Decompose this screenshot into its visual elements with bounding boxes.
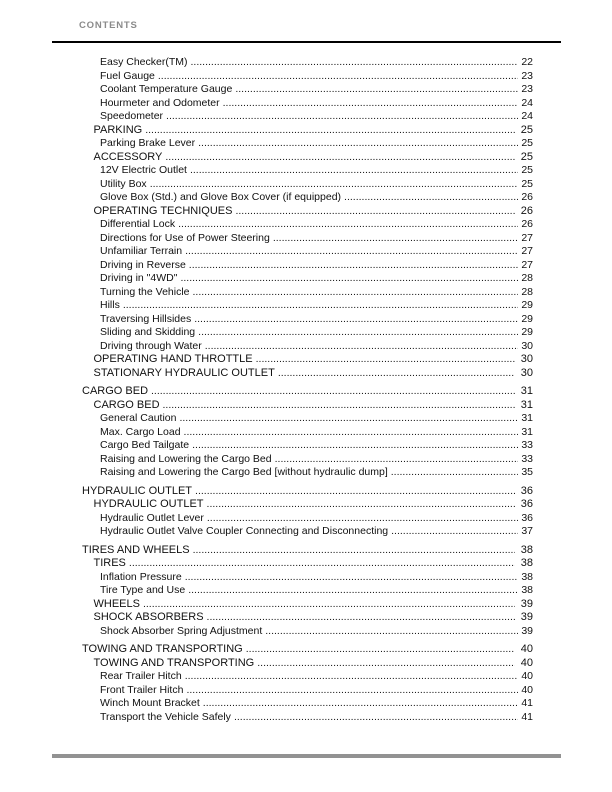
toc-entry[interactable] (82, 286, 533, 300)
toc-entry-page: 29 (521, 312, 533, 325)
toc-entry[interactable] (82, 525, 533, 539)
toc-leader-dots (185, 571, 518, 585)
toc-entry-page: 33 (521, 452, 533, 465)
toc-entry-page: 26 (520, 204, 533, 217)
toc-entry-title: SHOCK ABSORBERS (93, 611, 204, 623)
toc-entry-page: 28 (521, 285, 533, 298)
toc-leader-dots (191, 56, 518, 70)
toc-entry[interactable] (82, 178, 533, 192)
toc-entry-page: 25 (521, 177, 533, 190)
toc-leader-dots (193, 286, 518, 300)
toc-entry-title: Transport the Vehicle Safely (100, 710, 231, 723)
toc-entry-page: 38 (520, 543, 533, 556)
toc-entry[interactable] (82, 598, 533, 612)
toc-entry[interactable] (82, 466, 533, 480)
toc-entry-page: 24 (521, 110, 533, 122)
toc-leader-dots (265, 625, 518, 639)
toc-entry-page: 41 (521, 710, 533, 723)
toc-leader-dots (165, 151, 515, 165)
toc-entry-title: Max. Cargo Load (100, 425, 181, 438)
toc-leader-dots (163, 399, 515, 413)
toc-leader-dots (151, 385, 515, 399)
toc-entry-page: 40 (520, 656, 533, 669)
toc-entry-title: TOWING AND TRANSPORTING (82, 643, 243, 655)
toc-entry-title: Hydraulic Outlet Valve Coupler Connecting and Disconnecting (100, 525, 389, 537)
toc-entry[interactable] (82, 191, 533, 205)
toc-entry-page: 26 (521, 191, 533, 203)
toc-entry-page: 31 (520, 398, 533, 411)
toc-entry-title: HYDRAULIC OUTLET (93, 498, 204, 510)
toc-entry-title: TOWING AND TRANSPORTING (93, 656, 255, 669)
toc-entry-page: 25 (521, 137, 533, 149)
toc-leader-dots (189, 259, 518, 273)
toc-entry[interactable] (82, 110, 533, 124)
toc-entry-title: Easy Checker(TM) (100, 56, 188, 68)
toc-entry-title: Turning the Vehicle (100, 285, 190, 298)
toc-entry[interactable] (82, 124, 533, 138)
toc-entry[interactable] (82, 272, 533, 286)
toc-entry-page: 27 (521, 258, 533, 271)
toc-leader-dots (275, 453, 518, 467)
toc-entry-page: 25 (520, 150, 533, 163)
toc-leader-dots (391, 466, 518, 480)
toc-entry-title: Traversing Hillsides (100, 312, 192, 325)
toc-entry-title: Raising and Lowering the Cargo Bed [without hydraulic dump] (100, 466, 388, 478)
toc-leader-dots (180, 272, 518, 286)
toc-leader-dots (129, 557, 515, 571)
toc-leader-dots (143, 598, 515, 612)
toc-leader-dots (344, 191, 518, 205)
toc-entry-page: 26 (521, 218, 533, 230)
toc-entry[interactable] (82, 385, 533, 399)
toc-leader-dots (278, 367, 515, 381)
toc-entry-title: Hourmeter and Odometer (100, 96, 220, 109)
toc-entry-title: Tire Type and Use (100, 584, 186, 596)
toc-entry-page: 31 (521, 412, 533, 424)
toc-leader-dots (185, 245, 518, 259)
toc-entry[interactable] (82, 232, 533, 246)
toc-entry-title: Rear Trailer Hitch (100, 670, 182, 682)
toc-entry-page: 41 (521, 697, 533, 709)
toc-leader-dots (246, 643, 515, 657)
toc-entry-page: 27 (521, 245, 533, 257)
toc-entry-title: Directions for Use of Power Steering (100, 231, 270, 244)
toc-entry-page: 29 (521, 299, 533, 311)
toc-entry-title: Raising and Lowering the Cargo Bed (100, 452, 272, 465)
toc-entry-title: Speedometer (100, 110, 164, 122)
toc-entry-page: 22 (521, 56, 533, 68)
toc-entry-title: Shock Absorber Spring Adjustment (100, 624, 263, 637)
toc-entry-title: PARKING (93, 123, 143, 136)
toc-leader-dots (203, 697, 518, 711)
toc-entry-title: Hydraulic Outlet Lever (100, 511, 204, 524)
header-rule (52, 41, 561, 43)
toc-leader-dots (178, 218, 518, 232)
toc-entry-title: Driving through Water (100, 339, 202, 352)
toc-entry-page: 25 (521, 164, 533, 176)
toc-entry[interactable] (82, 70, 533, 84)
toc-entry-title: OPERATING HAND THROTTLE (93, 353, 253, 365)
toc-leader-dots (188, 584, 518, 598)
toc-entry-page: 30 (520, 366, 533, 379)
toc-entry-title: Front Trailer Hitch (100, 683, 184, 696)
toc-entry[interactable] (82, 245, 533, 259)
toc-entry[interactable] (82, 299, 533, 313)
toc-entry-page: 40 (521, 670, 533, 682)
toc-entry[interactable] (82, 584, 533, 598)
toc-entry[interactable] (82, 218, 533, 232)
toc-leader-dots (257, 657, 515, 671)
toc-leader-dots (205, 340, 518, 354)
toc-leader-dots (207, 512, 518, 526)
toc-entry[interactable] (82, 512, 533, 526)
footer-rule (52, 754, 561, 758)
toc-entry-title: Fuel Gauge (100, 69, 155, 82)
toc-leader-dots (192, 439, 518, 453)
toc-entry-page: 35 (521, 466, 533, 478)
toc-entry-page: 38 (521, 570, 533, 583)
toc-entry-title: ACCESSORY (93, 150, 163, 163)
toc-entry-title: STATIONARY HYDRAULIC OUTLET (93, 366, 275, 379)
toc-entry[interactable] (82, 313, 533, 327)
toc-entry-title: TIRES AND WHEELS (82, 543, 190, 556)
toc-entry[interactable] (82, 697, 533, 711)
toc-entry[interactable] (82, 353, 533, 367)
toc-entry[interactable] (82, 544, 533, 558)
toc-leader-dots (391, 525, 518, 539)
toc-entry-page: 36 (520, 484, 533, 497)
toc-entry-page: 30 (520, 353, 533, 365)
toc-entry-title: Winch Mount Bracket (100, 697, 200, 709)
toc-leader-dots (145, 124, 515, 138)
toc-entry-title: Utility Box (100, 177, 147, 190)
toc-entry-title: TIRES (93, 557, 126, 569)
toc-leader-dots (194, 313, 518, 327)
toc-entry-page: 31 (520, 385, 533, 397)
toc-entry[interactable] (82, 684, 533, 698)
toc-leader-dots (193, 544, 515, 558)
toc-leader-dots (190, 164, 518, 178)
toc-leader-dots (166, 110, 518, 124)
toc-entry[interactable] (82, 625, 533, 639)
toc-entry[interactable] (82, 412, 533, 426)
toc-entry[interactable] (82, 83, 533, 97)
toc-leader-dots (123, 299, 518, 313)
toc-leader-dots (158, 70, 518, 84)
toc-entry-page: 37 (521, 525, 533, 537)
toc-entry-page: 29 (521, 326, 533, 338)
toc-entry[interactable] (82, 164, 533, 178)
toc-entry[interactable] (82, 426, 533, 440)
toc-entry[interactable] (82, 557, 533, 571)
toc-entry-page: 31 (521, 425, 533, 438)
toc-leader-dots (150, 178, 518, 192)
page-header-contents: CONTENTS (79, 20, 138, 31)
toc-entry-title: Parking Brake Lever (100, 137, 196, 149)
toc-entry[interactable] (82, 611, 533, 625)
toc-entry[interactable] (82, 367, 533, 381)
toc-entry-page: 40 (521, 683, 533, 696)
toc-list (82, 56, 533, 724)
toc-entry-title: CARGO BED (93, 398, 160, 411)
toc-entry-page: 40 (520, 643, 533, 655)
toc-entry-page: 39 (520, 611, 533, 623)
toc-entry-title: Glove Box (Std.) and Glove Box Cover (if equipped) (100, 191, 342, 203)
toc-leader-dots (207, 611, 515, 625)
toc-entry[interactable] (82, 205, 533, 219)
toc-entry[interactable] (82, 711, 533, 725)
toc-leader-dots (185, 670, 518, 684)
toc-leader-dots (235, 205, 515, 219)
toc-entry-title: HYDRAULIC OUTLET (82, 484, 193, 497)
toc-entry-page: 25 (520, 123, 533, 136)
toc-entry-title: WHEELS (93, 597, 140, 610)
toc-entry[interactable] (82, 326, 533, 340)
toc-entry-page: 36 (521, 511, 533, 524)
toc-leader-dots (179, 412, 518, 426)
toc-entry[interactable] (82, 498, 533, 512)
toc-entry[interactable] (82, 97, 533, 111)
toc-entry-title: Sliding and Skidding (100, 326, 196, 338)
toc-entry-page: 28 (521, 272, 533, 284)
toc-entry[interactable] (82, 439, 533, 453)
toc-entry-title: Inflation Pressure (100, 570, 182, 583)
toc-entry-page: 30 (521, 339, 533, 352)
toc-leader-dots (256, 353, 515, 367)
toc-leader-dots (198, 326, 518, 340)
toc-entry-page: 39 (520, 597, 533, 610)
toc-entry-page: 24 (521, 96, 533, 109)
toc-entry-page: 38 (521, 584, 533, 596)
toc-leader-dots (186, 684, 518, 698)
toc-leader-dots (184, 426, 518, 440)
toc-entry[interactable] (82, 571, 533, 585)
toc-entry[interactable] (82, 137, 533, 151)
toc-entry[interactable] (82, 485, 533, 499)
toc-leader-dots (234, 711, 518, 725)
toc-entry-title: General Caution (100, 412, 177, 424)
toc-entry-title: Unfamiliar Terrain (100, 245, 183, 257)
toc-entry-page: 27 (521, 231, 533, 244)
toc-entry[interactable] (82, 657, 533, 671)
toc-entry-page: 36 (520, 498, 533, 510)
toc-leader-dots (273, 232, 518, 246)
toc-entry[interactable] (82, 151, 533, 165)
toc-entry-title: Hills (100, 299, 120, 311)
toc-entry-title: Coolant Temperature Gauge (100, 83, 233, 95)
toc-entry[interactable] (82, 259, 533, 273)
toc-entry[interactable] (82, 670, 533, 684)
toc-entry[interactable] (82, 56, 533, 70)
toc-entry-title: Driving in Reverse (100, 258, 186, 271)
toc-leader-dots (223, 97, 518, 111)
toc-entry-page: 39 (521, 624, 533, 637)
toc-entry-title: Differential Lock (100, 218, 176, 230)
toc-entry[interactable] (82, 453, 533, 467)
toc-entry[interactable] (82, 340, 533, 354)
toc-entry-page: 33 (521, 439, 533, 451)
toc-entry-title: Cargo Bed Tailgate (100, 439, 190, 451)
toc-entry-title: CARGO BED (82, 385, 149, 397)
toc-entry-title: OPERATING TECHNIQUES (93, 204, 233, 217)
toc-entry-page: 38 (520, 557, 533, 569)
toc-entry[interactable] (82, 399, 533, 413)
toc-entry-page: 23 (521, 69, 533, 82)
toc-entry[interactable] (82, 643, 533, 657)
toc-leader-dots (207, 498, 515, 512)
toc-entry-title: 12V Electric Outlet (100, 164, 187, 176)
toc-entry-page: 23 (521, 83, 533, 95)
toc-entry-title: Driving in "4WD" (100, 272, 178, 284)
toc-leader-dots (235, 83, 518, 97)
toc-leader-dots (195, 485, 515, 499)
toc-leader-dots (198, 137, 518, 151)
